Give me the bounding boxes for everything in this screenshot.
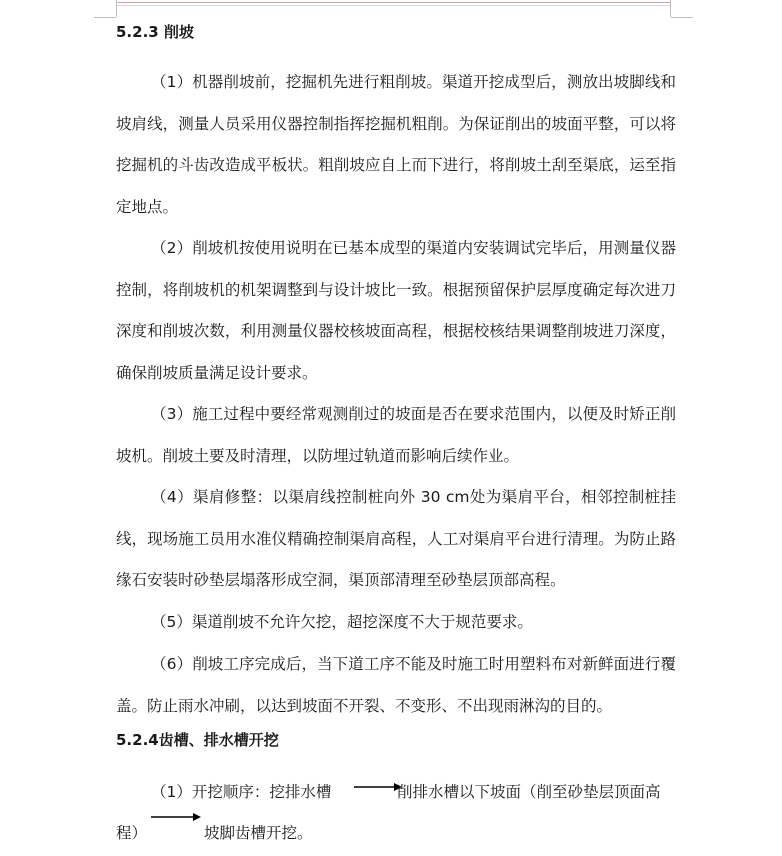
page-header-rule — [116, 0, 671, 8]
arrow-right-icon — [354, 781, 402, 793]
excavation-sequence-line-1 — [116, 780, 676, 802]
arrow-right-icon — [151, 811, 201, 823]
crop-mark-left-vertical — [116, 0, 117, 17]
sequence-step-3: 坡脚齿槽开挖。 — [204, 824, 313, 842]
crop-mark-right — [671, 17, 693, 18]
sequence-step-2: 削排水槽以下坡面（削至砂垫层顶面高 — [397, 783, 661, 801]
excavation-sequence-line-2 — [116, 821, 676, 843]
paragraph-5: （5）渠道削坡不允许欠挖，超挖深度不大于规范要求。 — [151, 613, 533, 631]
sequence-step-2-continued: 程） — [116, 824, 148, 842]
paragraph-4: （4）渠肩修整：以渠肩线控制桩向外 30 cm处为渠肩平台，相邻控制桩挂线，现场施工员用水准仪精确控制渠肩高程，人工对渠肩平台进行清理。为防止路缘石安装时砂垫层塌落形成空洞，渠顶部清理至砂垫层顶部高程。 — [116, 488, 676, 589]
crop-mark-left — [94, 17, 116, 18]
paragraph-6: （6）削坡工序完成后，当下道工序不能及时施工时用塑料布对新鲜面进行覆盖。防止雨水冲刷，以达到坡面不开裂、不变形、不出现雨淋沟的目的。 — [116, 655, 676, 715]
crop-mark-right-vertical — [670, 0, 671, 17]
paragraph-2: （2）削坡机按使用说明在已基本成型的渠道内安装调试完毕后，用测量仪器控制，将削坡机的机架调整到与设计坡比一致。根据预留保护层厚度确定每次进刀深度和削坡次数，利用测量仪器校核坡面高程，根据校核结果调整削坡进刀深度，确保削坡质量满足设计要求。 — [116, 239, 676, 382]
sequence-step-1: （1）开挖顺序：挖排水槽 — [151, 783, 332, 801]
paragraph-3: （3）施工过程中要经常观测削过的坡面是否在要求范围内，以便及时矫正削坡机。削坡土要及时清理，以防埋过轨道而影响后续作业。 — [116, 405, 676, 465]
section-heading-5-2-3: 5.2.3 削坡 — [116, 23, 194, 41]
section-heading-5-2-4: 5.2.4齿槽、排水槽开挖 — [116, 731, 279, 749]
paragraph-1: （1）机器削坡前，挖掘机先进行粗削坡。渠道开挖成型后，测放出坡脚线和坡肩线，测量人员采用仪器控制指挥挖掘机粗削。为保证削出的坡面平整，可以将挖掘机的斗齿改造成平板状。粗削坡应自上而下进行，将削坡土刮至渠底，运至指定地点。 — [116, 73, 676, 216]
